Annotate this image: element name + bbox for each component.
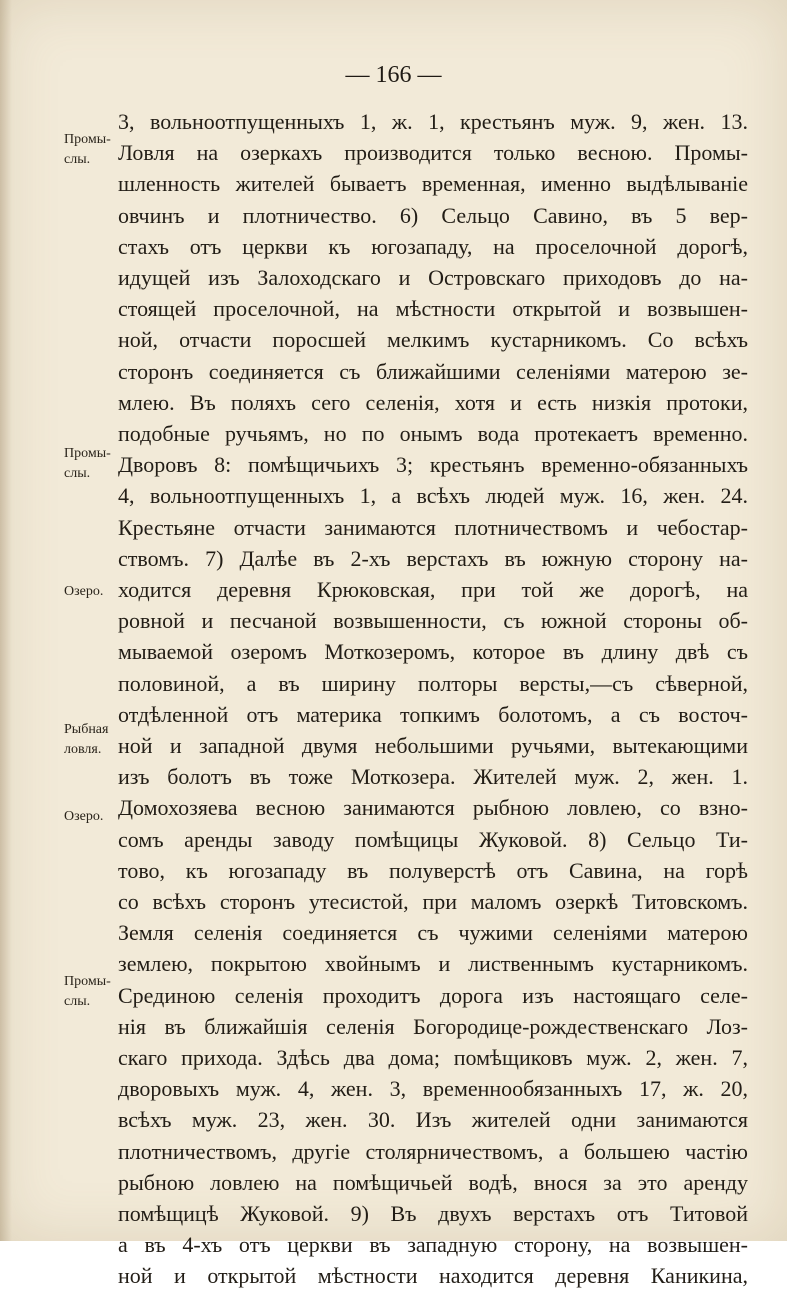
margin-note-line: Промы- — [64, 974, 111, 989]
text-line: подобные ручьямъ, но по онымъ вода протекаетъ временно. — [118, 421, 748, 446]
text-line: дворовыхъ муж. 4, жен. 3, временнообязанныхъ 17, ж. 20, — [118, 1076, 748, 1102]
margin-note — [64, 972, 120, 1012]
text-line: Домохозяева весною занимаются рыбною ловлею, со взно- — [118, 795, 748, 821]
text-line: стахъ отъ церкви къ югозападу, на проселочной дорогѣ, — [118, 233, 748, 259]
text-line: землею, покрытою хвойнымъ и лиственнымъ кустарникомъ. — [118, 951, 748, 977]
text-line: стоящей проселочной, на мѣстности открытой и возвышен- — [118, 296, 748, 322]
margin-note-line: Рыбная — [64, 722, 109, 737]
text-line: нія въ ближайшія селенія Богородице-рождественскаго Лоз- — [118, 1013, 748, 1039]
text-line: сомъ аренды заводу помѣщицы Жуковой. 8) Сельцо Ти- — [118, 826, 748, 852]
text-line: помѣщицѣ Жуковой. 9) Въ двухъ верстахъ отъ Титовой — [118, 1201, 748, 1226]
text-line: всѣхъ муж. 23, жен. 30. Изъ жителей одни занимаются — [118, 1107, 748, 1133]
margin-note-line: слы. — [64, 994, 91, 1009]
margin-note — [64, 807, 120, 827]
text-line: шленность жителей бываетъ временная, именно выдѣлываніе — [118, 171, 748, 197]
text-line: Дворовъ 8: помѣщичьихъ 3; крестьянъ временно-обязанныхъ — [118, 452, 748, 478]
margin-note — [64, 720, 120, 760]
text-line: рыбною ловлею на помѣщичьей водѣ, внося за это аренду — [118, 1169, 748, 1195]
text-line: Ловля на озеркахъ производится только весною. Промы- — [118, 140, 748, 166]
text-line: идущей изъ Залоходскаго и Островскаго приходовъ до на- — [118, 265, 748, 290]
margin-note-line: Промы- — [64, 446, 111, 461]
text-line: со всѣхъ сторонъ утесистой, при маломъ озеркѣ Титовскомъ. — [118, 889, 748, 914]
text-line: плотничествомъ, другіе столярничествомъ, а большею частію — [118, 1138, 748, 1164]
margin-note-line: ловля. — [64, 742, 102, 757]
margin-note-line: Озеро. — [64, 809, 104, 824]
text-line: а въ 4-хъ отъ церкви въ западную сторону, на возвышен- — [118, 1232, 748, 1258]
text-line: скаго прихода. Здѣсь два дома; помѣщиковъ муж. 2, жен. 7, — [118, 1045, 748, 1070]
text-line: Земля селенія соединяется съ чужими селеніями матерою — [118, 920, 748, 946]
text-line: Срединою селенія проходитъ дорога изъ настоящаго селе- — [118, 982, 748, 1008]
margin-note — [64, 130, 120, 170]
text-line: 3, вольноотпущенныхъ 1, ж. 1, крестьянъ муж. 9, жен. 13. — [118, 109, 748, 134]
text-line: Крестьяне отчасти занимаются плотничествомъ и чебостар- — [118, 514, 748, 540]
text-line: сторонъ соединяется съ ближайшими селеніями матерою зе- — [118, 358, 748, 384]
margin-note-line: Промы- — [64, 132, 111, 147]
text-line: ходится деревня Крюковская, при той же дорогѣ, на — [118, 577, 748, 602]
text-line: овчинъ и плотничество. 6) Сельцо Савино, въ 5 вер- — [118, 202, 748, 228]
text-line: тово, къ югозападу въ полуверстѣ отъ Савина, на горѣ — [118, 857, 748, 883]
page-number: — 166 — — [345, 62, 442, 88]
margin-note-line: слы. — [64, 152, 91, 167]
text-line: половиной, а въ ширину полторы версты,—съ сѣверной, — [118, 670, 748, 696]
margin-note — [64, 444, 120, 484]
text-line: ствомъ. 7) Далѣе въ 2-хъ верстахъ въ южную сторону на- — [118, 545, 748, 571]
text-line: ной, отчасти поросшей мелкимъ кустарникомъ. Со всѣхъ — [118, 327, 748, 353]
text-line: изъ болотъ въ тоже Моткозера. Жителей муж. 2, жен. 1. — [118, 764, 748, 790]
text-line: млею. Въ поляхъ сего селенія, хотя и есть низкія протоки, — [118, 389, 748, 415]
text-line: отдѣленной отъ материка топкимъ болотомъ, а съ восточ- — [118, 701, 748, 727]
text-line: ной и западной двумя небольшими ручьями, вытекающими — [118, 733, 748, 758]
text-line: мываемой озеромъ Моткозеромъ, которое въ длину двѣ съ — [118, 639, 748, 665]
text-line: ровной и песчаной возвышенности, съ южной стороны об- — [118, 608, 748, 634]
margin-note — [64, 582, 120, 602]
text-line: 4, вольноотпущенныхъ 1, а всѣхъ людей муж. 16, жен. 24. — [118, 483, 748, 509]
margin-note-line: Озеро. — [64, 584, 104, 599]
margin-note-line: слы. — [64, 466, 91, 481]
text-line: ной и открытой мѣстности находится деревня Каникина, — [118, 1263, 748, 1289]
